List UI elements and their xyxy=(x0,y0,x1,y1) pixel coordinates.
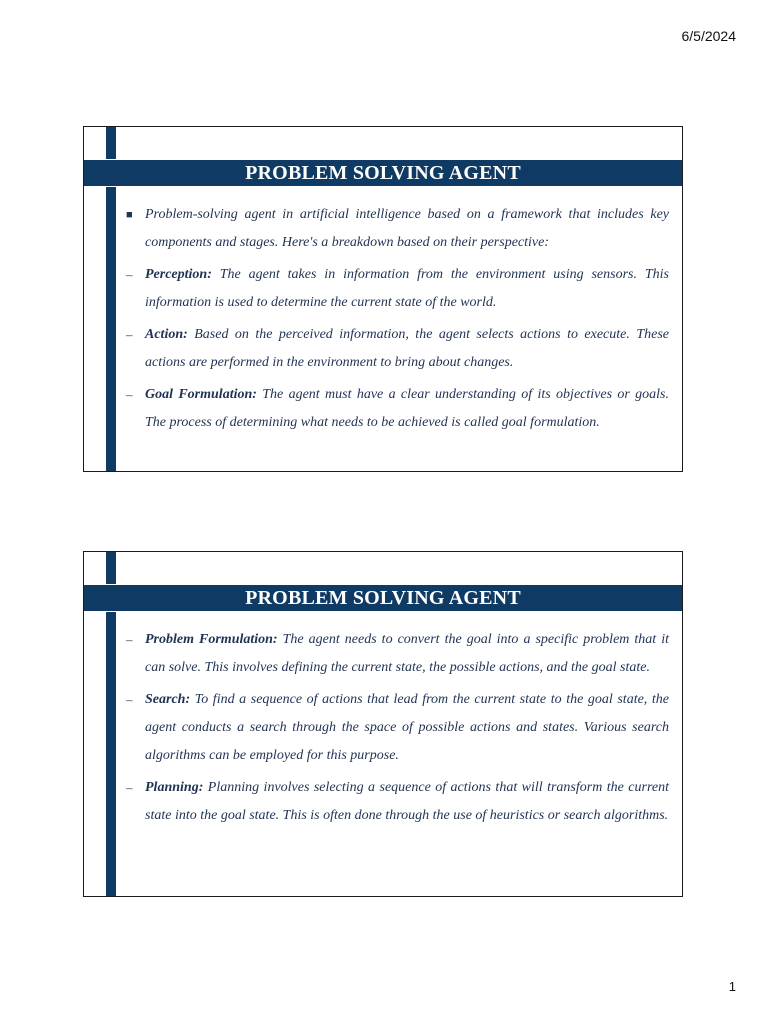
list-item xyxy=(126,321,669,377)
list-item-body: Based on the perceived information, the agent selects actions to execute. These actions are performed in the environment to bring about changes. xyxy=(145,327,669,370)
slide-2 xyxy=(83,551,683,897)
list-item-term: Perception: xyxy=(145,267,212,282)
slide-title: PROBLEM SOLVING AGENT xyxy=(245,161,521,184)
list-item-term: Problem Formulation: xyxy=(145,632,278,647)
dash-bullet-icon: – xyxy=(126,780,133,795)
list-item-body: The agent takes in information from the environment using sensors. This information is used to determine the current state of the world. xyxy=(145,267,669,310)
list-item-text xyxy=(145,686,669,770)
list-item-text xyxy=(145,381,669,437)
slide-title-band xyxy=(84,584,682,612)
intro-text: Problem-solving agent in artificial intelligence based on a framework that includes key components and stages. Here's a breakdown based on their perspective: xyxy=(145,207,669,250)
list-item-text xyxy=(145,321,669,377)
list-item-term: Action: xyxy=(145,327,188,342)
list-item-body: Planning involves selecting a sequence of actions that will transform the current state into the goal state. This is often done through the use of heuristics or search algorithms. xyxy=(145,780,669,823)
list-item-term: Search: xyxy=(145,692,191,707)
list-item-term: Planning: xyxy=(145,780,204,795)
slide-title-band xyxy=(84,159,682,187)
list-item xyxy=(126,381,669,437)
list-item-term: Goal Formulation: xyxy=(145,387,257,402)
slide-content xyxy=(126,201,669,441)
list-item-text xyxy=(145,626,669,682)
slide-title: PROBLEM SOLVING AGENT xyxy=(245,586,521,609)
slide-content xyxy=(126,626,669,834)
list-item-text xyxy=(145,774,669,830)
list-item xyxy=(126,626,669,682)
square-bullet-icon: ■ xyxy=(126,209,133,221)
list-item xyxy=(126,261,669,317)
list-item xyxy=(126,686,669,770)
slide-1 xyxy=(83,126,683,472)
dash-bullet-icon: – xyxy=(126,632,133,647)
list-item-body: The agent needs to convert the goal into a specific problem that it can solve. This involves defining the current state, the possible actions, and the goal state. xyxy=(145,632,669,675)
page-number: 1 xyxy=(728,979,736,994)
page-date: 6/5/2024 xyxy=(681,28,736,44)
list-item-body: To find a sequence of actions that lead from the current state to the goal state, the agent conducts a search through the space of possible actions and states. Various search algorithms can be employed for this purpose. xyxy=(145,692,669,763)
dash-bullet-icon: – xyxy=(126,387,133,402)
list-item-text xyxy=(145,261,669,317)
intro-bullet xyxy=(126,201,669,257)
list-item xyxy=(126,774,669,830)
dash-bullet-icon: – xyxy=(126,267,133,282)
list-item-body: The agent must have a clear understanding of its objectives or goals. The process of determining what needs to be achieved is called goal formulation. xyxy=(145,387,669,430)
dash-bullet-icon: – xyxy=(126,327,133,342)
dash-bullet-icon: – xyxy=(126,692,133,707)
